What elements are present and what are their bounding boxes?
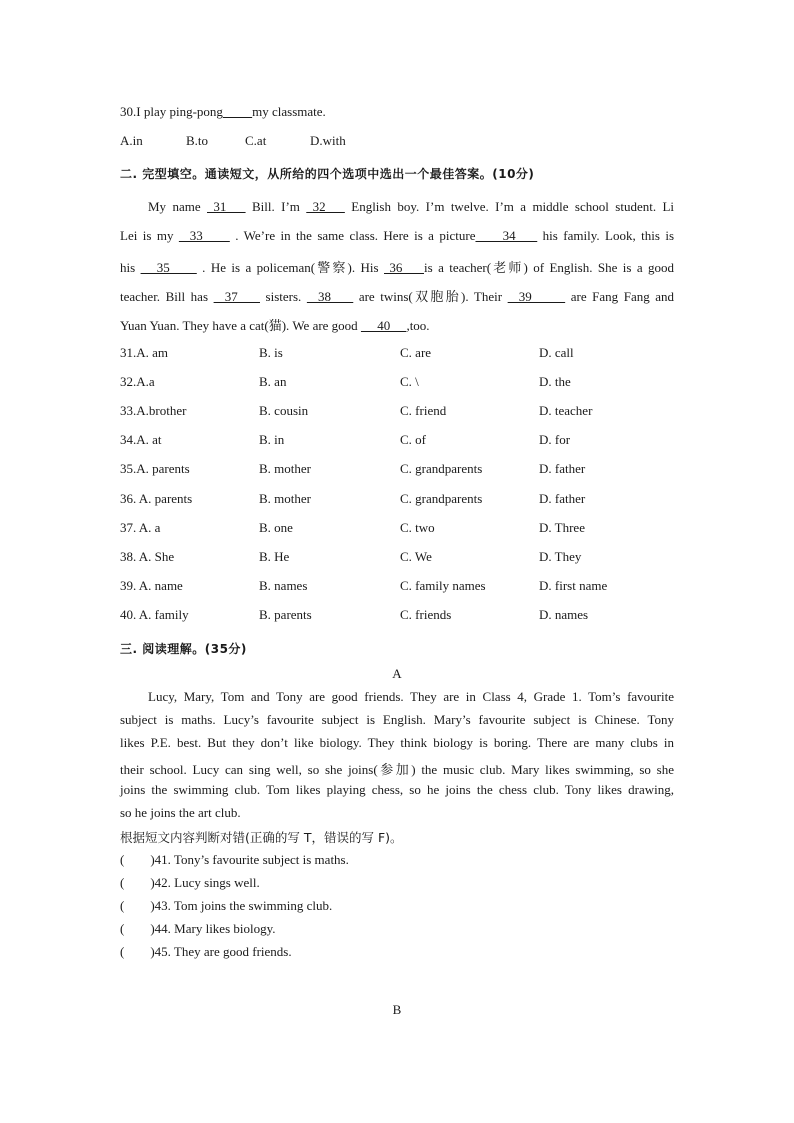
cloze-option-31-a: 31.A. am xyxy=(120,345,169,360)
q30-stem-text: 30.I play ping-pong xyxy=(120,104,223,119)
cloze-text: sisters. xyxy=(259,289,307,304)
cloze-text: My name xyxy=(148,199,207,214)
cloze-option-38-b: B. He xyxy=(259,549,290,564)
cloze-option-38-c: C. We xyxy=(400,549,432,564)
cloze-text: teacher. Bill has xyxy=(120,289,214,304)
cloze-option-36-a: 36. A. parents xyxy=(120,491,193,506)
reading-line-1: Lucy, Mary, Tom and Tony are good friends. They are in Class 4, Grade 1. Tom’s favourite xyxy=(148,689,674,704)
cloze-option-32-b: B. an xyxy=(259,374,287,389)
cloze-blank-33: 33 xyxy=(178,228,230,243)
part-b-label: B xyxy=(392,1002,402,1017)
cloze-option-33-b: B. cousin xyxy=(259,403,309,418)
cloze-option-39-d: D. first name xyxy=(539,578,608,593)
cloze-option-33-c: C. friend xyxy=(400,403,447,418)
q30-option-d: D.with xyxy=(310,133,346,148)
cloze-text: Lei is my xyxy=(120,228,179,243)
cloze-option-35-b: B. mother xyxy=(259,461,311,476)
judgement-text: 44. Mary likes biology. xyxy=(154,921,276,936)
cloze-blank-32: 32 xyxy=(306,199,345,214)
judgement-item-42 xyxy=(120,875,260,891)
q30-option-c: C.at xyxy=(245,133,267,148)
reading-line-4: their school. Lucy can sing well, so she joins(参加) the music club. Mary likes swimming, so she xyxy=(120,762,674,777)
cloze-option-37-a: 37. A. a xyxy=(120,520,161,535)
cloze-option-34-a: 34.A. at xyxy=(120,432,162,447)
answer-paren[interactable]: ( ) xyxy=(120,898,155,913)
cloze-blank-35: 35 xyxy=(140,260,197,275)
cloze-option-40-b: B. parents xyxy=(259,607,312,622)
q30-option-b: B.to xyxy=(186,133,209,148)
cloze-option-39-b: B. names xyxy=(259,578,308,593)
cloze-line-4 xyxy=(120,286,674,305)
cloze-option-34-d: D. for xyxy=(539,432,571,447)
cloze-blank-31: 31 xyxy=(207,199,246,214)
cloze-option-32-d: D. the xyxy=(539,374,571,389)
cloze-option-36-d: D. father xyxy=(539,491,586,506)
cloze-text: English boy. I’m twelve. I’m a middle school student. Li xyxy=(344,199,675,214)
judgement-text: 41. Tony’s favourite subject is maths. xyxy=(154,852,349,867)
cloze-text: are Fang Fang and xyxy=(565,289,675,304)
judgement-item-41 xyxy=(120,852,349,868)
part-a-label: A xyxy=(392,666,402,681)
section3-heading: 三. 阅读理解。(35分) xyxy=(120,642,247,656)
cloze-text: his xyxy=(120,260,141,275)
cloze-blank-39: 39 xyxy=(507,289,566,304)
cloze-blank-40: 40 xyxy=(360,318,407,333)
cloze-text: Yuan Yuan. They have a cat(猫). We are good xyxy=(120,318,361,333)
cloze-option-37-d: D. Three xyxy=(539,520,585,535)
cloze-option-34-b: B. in xyxy=(259,432,285,447)
answer-paren[interactable]: ( ) xyxy=(120,944,155,959)
q30-option-a: A.in xyxy=(120,133,143,148)
cloze-option-34-c: C. of xyxy=(400,432,426,447)
cloze-option-40-a: 40. A. family xyxy=(120,607,189,622)
judgement-instruction: 根据短文内容判断对错(正确的写 T，错误的写 F)。 xyxy=(120,830,403,845)
answer-paren[interactable]: ( ) xyxy=(120,921,155,936)
cloze-text: ,too. xyxy=(406,318,430,333)
cloze-option-32-c: C. \ xyxy=(400,374,419,389)
cloze-option-38-d: D. They xyxy=(539,549,582,564)
q30-stem xyxy=(120,104,326,120)
section2-heading: 二. 完型填空。通读短文，从所给的四个选项中选出一个最佳答案。(10分) xyxy=(120,167,535,181)
judgement-item-43 xyxy=(120,898,332,914)
cloze-text: his family. Look, this is xyxy=(537,228,675,243)
cloze-option-36-c: C. grandparents xyxy=(400,491,483,506)
cloze-text: . He is a policeman(警察). His xyxy=(196,260,384,275)
reading-line-5: joins the swimming club. Tom likes playing chess, so he joins the chess club. Tony likes drawing, xyxy=(120,782,674,797)
answer-paren[interactable]: ( ) xyxy=(120,875,155,890)
cloze-option-35-d: D. father xyxy=(539,461,586,476)
cloze-option-35-c: C. grandparents xyxy=(400,461,483,476)
cloze-option-31-b: B. is xyxy=(259,345,283,360)
cloze-text: . We’re in the same class. Here is a picture xyxy=(229,228,476,243)
cloze-option-31-c: C. are xyxy=(400,345,432,360)
judgement-text: 42. Lucy sings well. xyxy=(154,875,260,890)
q30-blank xyxy=(223,104,252,119)
reading-line-2: subject is maths. Lucy’s favourite subject is English. Mary’s favourite subject is Chinese. Tony xyxy=(120,712,674,727)
cloze-option-37-b: B. one xyxy=(259,520,293,535)
cloze-blank-38: 38 xyxy=(306,289,354,304)
cloze-line-3 xyxy=(120,257,674,276)
reading-line-6: so he joins the art club. xyxy=(120,805,241,820)
cloze-option-39-c: C. family names xyxy=(400,578,486,593)
cloze-text: Bill. I’m xyxy=(245,199,307,214)
cloze-option-33-a: 33.A.brother xyxy=(120,403,187,418)
answer-paren[interactable]: ( ) xyxy=(120,852,155,867)
cloze-option-33-d: D. teacher xyxy=(539,403,593,418)
cloze-option-40-d: D. names xyxy=(539,607,589,622)
cloze-line-1 xyxy=(148,199,674,215)
cloze-blank-34: 34 xyxy=(475,228,538,243)
judgement-text: 43. Tom joins the swimming club. xyxy=(154,898,333,913)
cloze-text: are twins(双胞胎). Their xyxy=(353,289,508,304)
cloze-option-37-c: C. two xyxy=(400,520,435,535)
cloze-line-2 xyxy=(120,228,674,244)
cloze-option-40-c: C. friends xyxy=(400,607,452,622)
cloze-option-32-a: 32.A.a xyxy=(120,374,155,389)
judgement-text: 45. They are good friends. xyxy=(154,944,292,959)
judgement-item-45 xyxy=(120,944,292,960)
judgement-item-44 xyxy=(120,921,276,937)
cloze-option-38-a: 38. A. She xyxy=(120,549,175,564)
cloze-text: is a teacher(老师) of English. She is a good xyxy=(424,260,675,275)
cloze-blank-36: 36 xyxy=(384,260,424,275)
reading-line-3: likes P.E. best. But they don’t like biology. They think biology is boring. There are many clubs in xyxy=(120,735,674,750)
q30-tail: my classmate. xyxy=(252,104,326,119)
cloze-option-31-d: D. call xyxy=(539,345,574,360)
cloze-blank-37: 37 xyxy=(213,289,260,304)
cloze-option-36-b: B. mother xyxy=(259,491,311,506)
cloze-option-39-a: 39. A. name xyxy=(120,578,183,593)
cloze-line-5 xyxy=(120,315,430,334)
cloze-option-35-a: 35.A. parents xyxy=(120,461,190,476)
